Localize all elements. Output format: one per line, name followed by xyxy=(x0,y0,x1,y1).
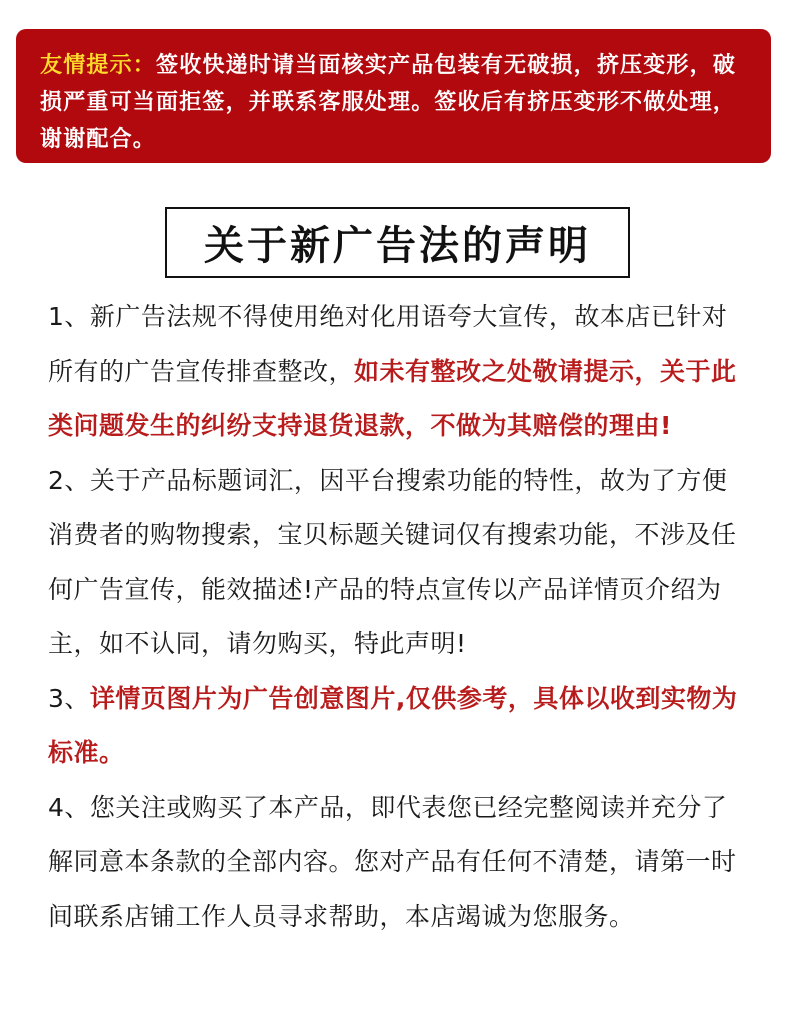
notice-text: 签收快递时请当面核实产品包装有无破损，挤压变形，破损严重可当面拒签，并联系客服处理。签收后有挤压变形不做处理，谢谢配合。 xyxy=(40,53,737,152)
statement-item-3 xyxy=(48,672,748,781)
page-title: 关于新广告法的声明 xyxy=(165,207,630,278)
statement-body xyxy=(48,290,748,944)
statement-item-1 xyxy=(48,290,748,454)
statement-item-4 xyxy=(48,781,748,945)
statement-item-4-text: 4、您关注或购买了本产品，即代表您已经完整阅读并充分了解同意本条款的全部内容。您对产品有任何不清楚，请第一时间联系店铺工作人员寻求帮助，本店竭诚为您服务。 xyxy=(48,792,737,931)
statement-item-3-highlight: 详情页图片为广告创意图片,仅供参考，具体以收到实物为标准。 xyxy=(48,683,738,767)
statement-item-2-text: 2、关于产品标题词汇，因平台搜索功能的特性，故为了方便消费者的购物搜索，宝贝标题关键词仅有搜索功能，不涉及任何广告宣传，能效描述!产品的特点宣传以产品详情页介绍为主，如不认同，请勿购买，特此声明! xyxy=(48,465,737,658)
notice-label: 友情提示： xyxy=(40,53,157,78)
statement-item-3-text: 3、 xyxy=(48,683,90,713)
statement-item-1-text: 1、新广告法规不得使用绝对化用语夸大宣传，故本店已针对所有的广告宣传排查整改， xyxy=(48,302,728,386)
shipping-notice-banner xyxy=(16,29,771,163)
statement-item-2 xyxy=(48,454,748,672)
statement-item-1-highlight: 如未有整改之处敬请提示，关于此类问题发生的纠纷支持退货退款，不做为其赔偿的理由! xyxy=(48,356,737,440)
